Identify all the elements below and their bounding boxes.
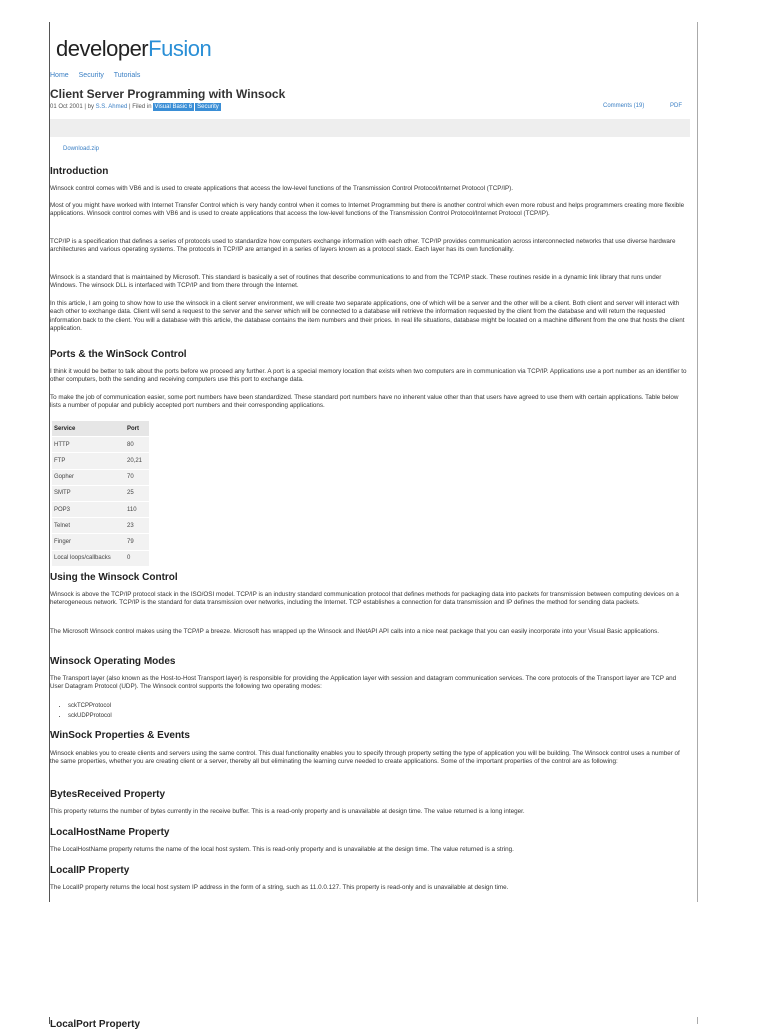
breadcrumb-security-link[interactable]: Security [78, 72, 104, 79]
page-title: Client Server Programming with Winsock [50, 87, 286, 101]
list-item: • sckUDPProtocol [68, 711, 112, 721]
section-bytes-received [50, 789, 690, 801]
paragraph: Winsock enables you to create clients and servers using the same control. This dual functionality enables you to specify through property setting the type of application you will be building. The Winsock control uses a number of the same properties, whether you are creating client or a server, thereby all but eliminating the learning curve needed to create applications. Some of the important properties of the control are as following: [50, 750, 680, 766]
cell-service: SMTP [52, 485, 125, 501]
logo-text-fusion: Fusion [148, 36, 212, 61]
cell-port: 20,21 [125, 453, 149, 469]
cell-service: Finger [52, 534, 125, 550]
toolbar-strip [50, 119, 690, 137]
right-border-line [697, 22, 698, 902]
paragraph: Winsock is above the TCP/IP protocol stack in the ISO/OSI model. TCP/IP is an industry standard communication protocol that defines methods for packaging data into packets for transmission between computing devices on a heterogeneous network. TCP/IP is the standard for data transmission over networks, including the Internet. TCP establishes a connection for data transmission and IP defines the method for sending data packets. [50, 591, 679, 607]
left-border-line [49, 22, 50, 902]
paragraph: I think it would be better to talk about the ports before we proceed any further. A port is a special memory location that exists when two computers are in communication via TCP/IP. Applications use a port number as an identifier to other computers, both the sending and receiving computers use this port to exchange data. [50, 368, 687, 384]
author-link[interactable]: S.S. Ahmed [95, 104, 128, 110]
breadcrumb-tutorials-link[interactable]: Tutorials [113, 72, 141, 79]
ports-paragraph-1 [50, 368, 690, 385]
intro-paragraph-1 [50, 185, 690, 193]
paragraph: This property returns the number of bytes currently in the receive buffer. This is a read-only property and is unavailable at design time. The value returned is a long integer. [50, 808, 525, 815]
properties-paragraph-1 [50, 750, 690, 767]
table-row [52, 534, 149, 550]
intro-paragraph-3 [50, 238, 690, 255]
tag-security[interactable]: Security [197, 104, 219, 110]
heading-properties-events: WinSock Properties & Events [50, 730, 190, 741]
by-label: | by [84, 104, 94, 110]
section-properties-events [50, 730, 690, 742]
ports-paragraph-2 [50, 394, 690, 411]
intro-paragraph-2 [50, 202, 690, 219]
bytes-paragraph-1 [50, 808, 690, 816]
operating-modes-list [58, 701, 112, 721]
table-row [52, 518, 149, 534]
table-row [52, 469, 149, 485]
heading-local-ip: LocalIP Property [50, 865, 130, 876]
site-logo[interactable] [56, 36, 211, 62]
modes-paragraph-1 [50, 675, 690, 692]
heading-ports: Ports & the WinSock Control [50, 349, 187, 360]
hostname-paragraph-1 [50, 846, 690, 854]
heading-introduction: Introduction [50, 166, 109, 177]
table-row [52, 501, 149, 517]
table-row [52, 485, 149, 501]
heading-using-winsock: Using the Winsock Control [50, 572, 178, 583]
article-meta [50, 103, 221, 111]
cell-port: 70 [125, 469, 149, 485]
paragraph: In this article, I am going to show how to use the winsock in a client server environment, we will create two separate applications, one of which will be a server and the other will be a client. Both client and server will interact with each other to exchange data. Client will send a request to the server and the server which will be connected to a database will retrieve the information requested by the client from the database and will return the requested information back to the client. You will a database with this article, the database contains the item numbers and their prices. In real life situations, database might be located on a machine different from the one that hosts the client application. [50, 300, 685, 333]
filed-in-label: | Filed in [128, 104, 152, 110]
section-using-winsock [50, 572, 690, 584]
tag-visual-basic-6[interactable]: Visual Basic 6 [154, 104, 193, 110]
heading-local-port: LocalPort Property [50, 1019, 141, 1030]
pdf-link[interactable]: PDF [670, 103, 682, 109]
cell-port: 79 [125, 534, 149, 550]
cell-port: 80 [125, 437, 149, 453]
column-header-service: Service [52, 421, 125, 437]
breadcrumb-home-link[interactable]: Home [50, 72, 69, 79]
table-row [52, 550, 149, 566]
table-row [52, 437, 149, 453]
heading-operating-modes: Winsock Operating Modes [50, 656, 176, 667]
intro-paragraph-4 [50, 274, 690, 291]
paragraph: The Microsoft Winsock control makes using the TCP/IP a breeze. Microsoft has wrapped up the Winsock and INetAPI API calls into a nice neat package that you can easily incorporate into your Visual Basic applications. [50, 628, 660, 635]
article-date: 01 Oct 2001 [50, 104, 83, 110]
cell-service: Gopher [52, 469, 125, 485]
using-paragraph-2 [50, 628, 690, 636]
paragraph: The LocalHostName property returns the name of the local host system. This is read-only property and is unavailable at the design time. The value returned is a string. [50, 846, 514, 853]
intro-paragraph-5 [50, 300, 690, 334]
section-local-ip [50, 865, 690, 877]
cell-port: 110 [125, 501, 149, 517]
cell-port: 23 [125, 518, 149, 534]
section-local-host-name [50, 827, 690, 839]
paragraph: The Transport layer (also known as the Host-to-Host Transport layer) is responsible for providing the Application layer with session and datagram communication services. The core protocols of the Transport layer are TCP and User Datagram Protocol (UDP). The Winsock control supports the following two operating modes: [50, 675, 677, 691]
column-header-port: Port [125, 421, 149, 437]
table-row [52, 453, 149, 469]
paragraph: TCP/IP is a specification that defines a series of protocols used to standardize how computers exchange information with each other. TCP/IP provides communication across interconnected networks that use diverse hardware architectures and various operating systems. The protocols in TCP/IP are arranged in a series of layers known as a protocol stack. Each layer has its own functionality. [50, 238, 676, 254]
comments-link[interactable]: Comments (19) [603, 103, 645, 109]
paragraph: Winsock control comes with VB6 and is used to create applications that access the low-level functions of the Transmission Control Protocol/Internet Protocol (TCP/IP). [50, 185, 514, 192]
cell-service: POP3 [52, 501, 125, 517]
port-table [52, 421, 149, 567]
localip-paragraph-1 [50, 884, 690, 892]
cell-port: 0 [125, 550, 149, 566]
section-ports [50, 349, 690, 361]
using-paragraph-1 [50, 591, 690, 608]
cell-service: HTTP [52, 437, 125, 453]
cell-service: FTP [52, 453, 125, 469]
paragraph: To make the job of communication easier, some port numbers have been standardized. These standard port numbers have no inherent value other than that users have agreed to use them with certain applications. Table below lists a number of popular and publicly accepted port numbers and their corresponding applications. [50, 394, 679, 410]
cell-service: Telnet [52, 518, 125, 534]
right-border-line-next-page [697, 1017, 698, 1024]
download-link[interactable]: Download.zip [63, 146, 100, 152]
breadcrumb [50, 72, 148, 79]
section-introduction [50, 166, 690, 178]
paragraph: Most of you might have worked with Internet Transfer Control which is very handy control when it comes to Internet Programming but there is another control which even more robust and helps programmers creating more flexible applications. Winsock control comes with VB6 and is used to create applications that access the low-level functions of the Transmission Control Protocol/Internet Protocol (TCP/IP). [50, 202, 685, 218]
heading-bytes-received: BytesReceived Property [50, 789, 166, 800]
paragraph: Winsock is a standard that is maintained by Microsoft. This standard is basically a set of routines that describe communications to and from the TCP/IP stack. These routines reside in a dynamic link library that runs under Windows. The winsock DLL is interfaced with TCP/IP and from there through the Internet. [50, 274, 662, 290]
cell-service: Local loops/callbacks [52, 550, 125, 566]
section-operating-modes [50, 656, 690, 668]
paragraph: The LocalIP property returns the local host system IP address in the form of a string, such as 11.0.0.127. This property is read-only and is unavailable at design time. [50, 884, 509, 891]
heading-local-host-name: LocalHostName Property [50, 827, 170, 838]
list-item: • sckTCPProtocol [68, 701, 112, 711]
table-header-row [52, 421, 149, 437]
cell-port: 25 [125, 485, 149, 501]
logo-text-developer: developer [56, 36, 149, 61]
